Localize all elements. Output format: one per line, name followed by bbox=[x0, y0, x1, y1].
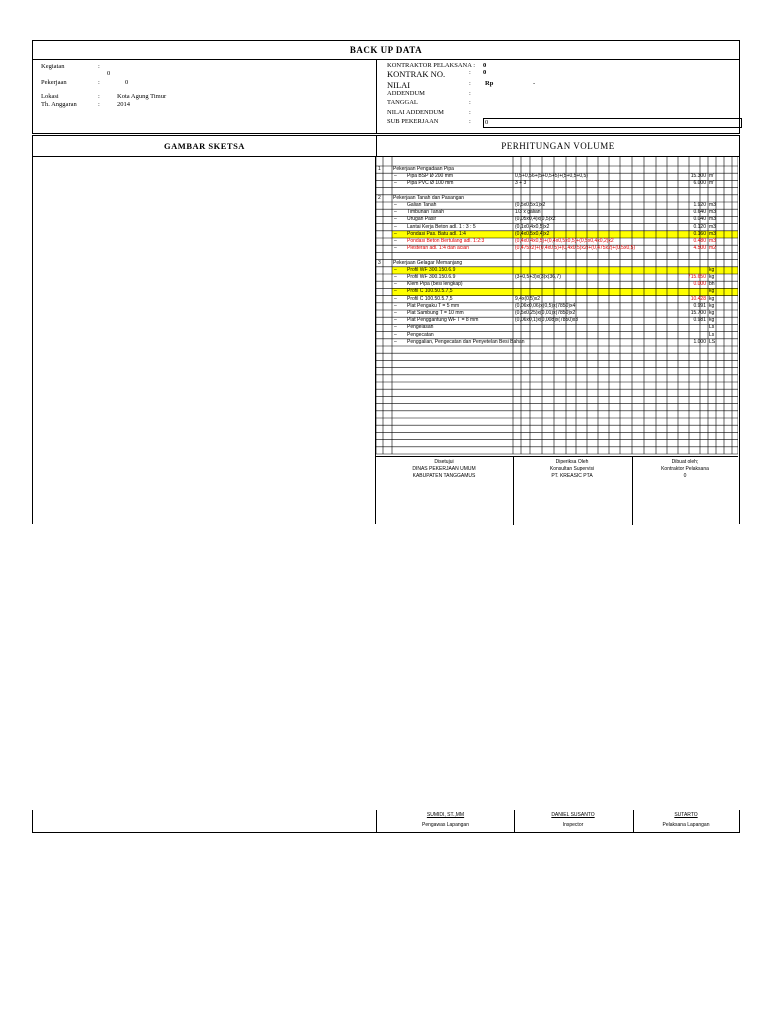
header-left bbox=[33, 59, 377, 133]
field-label: Lokasi bbox=[41, 93, 59, 100]
field-colon: : bbox=[469, 118, 471, 125]
row-unit: kg bbox=[709, 310, 715, 316]
document-title: BACK UP DATA bbox=[32, 40, 740, 60]
row-dash: – bbox=[394, 223, 397, 230]
row-unit: m3 bbox=[709, 230, 716, 237]
row-description: Pekerjaan Gelagar Memanjang bbox=[393, 259, 463, 266]
row-description: Urugan Pasir bbox=[407, 216, 437, 223]
row-value: 15.300 bbox=[690, 173, 706, 180]
row-value: 0.120 bbox=[693, 223, 706, 230]
row-unit: kg bbox=[709, 317, 715, 324]
row-description: Profil C 100.50.5.7,5 bbox=[407, 288, 453, 295]
row-dash: – bbox=[394, 324, 397, 331]
header-field bbox=[387, 62, 737, 69]
row-unit: m3 bbox=[709, 209, 716, 216]
field-value: 0 bbox=[125, 79, 129, 86]
signatory-role: Pengawas Lapangan bbox=[422, 822, 469, 828]
row-description: Profil WF 300.150.6.9 bbox=[407, 266, 456, 273]
section-sketch-title: GAMBAR SKETSA bbox=[33, 136, 377, 156]
row-value: 0.480 bbox=[693, 238, 706, 244]
field-colon: : bbox=[98, 79, 100, 86]
row-dash: – bbox=[394, 230, 397, 237]
section-volume-title: PERHITUNGAN VOLUME bbox=[501, 141, 615, 151]
row-dash: – bbox=[394, 266, 397, 273]
row-dash: – bbox=[394, 238, 397, 244]
signature-line: DINAS PEKERJAAN UMUM bbox=[412, 466, 476, 472]
row-value: 4.500 bbox=[693, 245, 706, 252]
row-description: Pipa PVC Ø 100 mm bbox=[407, 180, 454, 187]
signatory-name: SUTARTO bbox=[674, 812, 698, 818]
section-header-row bbox=[32, 135, 740, 157]
row-dash: – bbox=[394, 288, 397, 295]
signature-divider bbox=[632, 457, 633, 525]
row-description: Profil C 100.50.5.7,5 bbox=[407, 295, 453, 302]
row-unit: m2 bbox=[709, 245, 716, 252]
header-field bbox=[387, 118, 737, 125]
row-dash: – bbox=[394, 317, 397, 324]
row-formula: (3+0,5+3)x(3)x(36,7) bbox=[515, 274, 561, 280]
row-formula: 0,5+0,56+(5+0,5+5)+(5+0,5+0,5) bbox=[515, 173, 588, 180]
field-label: TANGGAL bbox=[387, 99, 418, 106]
header-field bbox=[387, 99, 737, 106]
row-dash: – bbox=[394, 302, 397, 309]
signature-line: Kontraktor Pelaksana bbox=[661, 466, 709, 472]
row-unit: Ls bbox=[709, 331, 715, 338]
row-formula: (0,475x2)+(0,4x0,5)+(0,4x0,5)x2)+(0,475x2)+(0,5x0,5) bbox=[515, 245, 636, 252]
row-description: Penggalian, Pengecatan dan Penyetelan Besi Bahan bbox=[407, 338, 525, 345]
signature-line: Konsultan Supervisi bbox=[549, 466, 595, 472]
signature-line: PT. KREASIC PTA bbox=[551, 473, 593, 479]
row-formula: 1/3 x galian bbox=[515, 209, 541, 216]
signature-line: Dibuat oleh; bbox=[671, 459, 699, 465]
row-formula: (0,06x0,1)x(0,008)x(7850)x3 bbox=[515, 317, 579, 324]
row-dash: – bbox=[394, 295, 397, 302]
signature-column bbox=[376, 459, 512, 527]
field-colon: : bbox=[98, 93, 100, 100]
signature-column bbox=[513, 459, 631, 527]
row-value: 0.000 bbox=[693, 281, 706, 288]
field-value: 0 bbox=[483, 118, 742, 128]
field-value: 0 bbox=[483, 62, 487, 69]
field-value: Kota Agung Timur bbox=[117, 93, 167, 100]
header-field bbox=[41, 101, 361, 108]
row-value: 1.920 bbox=[693, 202, 706, 208]
row-unit: m' bbox=[709, 180, 715, 187]
row-description: Pipa BSP Ø 200 mm bbox=[407, 173, 454, 180]
row-value: 15.700 bbox=[690, 310, 706, 316]
field-value: Rp bbox=[485, 80, 494, 87]
row-description: Timbunan Tanah bbox=[407, 209, 444, 216]
signatory-name: DANIEL SUSANTO bbox=[551, 812, 595, 818]
row-formula: 9,4x(0,5)x2 bbox=[515, 295, 541, 302]
row-number: 3 bbox=[378, 259, 381, 266]
header-panel bbox=[32, 59, 740, 134]
header-field bbox=[387, 109, 737, 116]
row-dash: – bbox=[394, 216, 397, 223]
row-value: 715.650 bbox=[687, 274, 706, 280]
header-field bbox=[387, 69, 737, 79]
row-description: Pengecatan bbox=[407, 331, 434, 338]
row-dash: – bbox=[394, 274, 397, 280]
row-dash: – bbox=[394, 338, 397, 345]
header-field bbox=[387, 80, 737, 90]
row-description: Pekerjaan Pengadaan Pipa bbox=[393, 166, 454, 172]
row-description: Pondasi Beton Bertulang adl. 1:2:3 bbox=[407, 238, 485, 244]
field-label: NILAI ADDENDUM bbox=[387, 109, 444, 116]
signatory-role: Pelaksana Lapangan bbox=[662, 822, 710, 828]
row-unit: m' bbox=[709, 173, 715, 180]
footer-signatory bbox=[514, 810, 632, 832]
row-description: Pondasi Pas. Batu adl. 1:4 bbox=[407, 230, 466, 237]
row-unit: m3 bbox=[709, 238, 716, 244]
field-colon: : bbox=[469, 109, 471, 116]
header-field bbox=[41, 93, 361, 100]
row-number: 1 bbox=[378, 166, 381, 172]
row-dash: – bbox=[394, 173, 397, 180]
row-dash: – bbox=[394, 202, 397, 208]
row-formula: (0,4x0,4x0,5)+(0,4x0,5x0,5)+(0,5x0,4x0,2)x2 bbox=[515, 238, 614, 244]
row-value: 0.160 bbox=[693, 230, 706, 237]
field-value: 0 bbox=[483, 69, 487, 76]
row-description: Pengelasan bbox=[407, 324, 434, 331]
footer-signatures bbox=[32, 810, 740, 833]
field-value-amount: - bbox=[533, 80, 536, 87]
header-field bbox=[387, 90, 737, 97]
field-label: KONTRAK NO. bbox=[387, 69, 446, 79]
field-label: NILAI bbox=[387, 80, 411, 90]
footer-divider bbox=[514, 810, 515, 832]
field-label: SUB PEKERJAAN bbox=[387, 118, 439, 125]
row-formula: (0,4x0,5x0,4)x2 bbox=[515, 230, 550, 237]
signature-column bbox=[632, 459, 738, 527]
signatory-role: Inspector bbox=[562, 822, 584, 828]
row-description: Lantai Kerja Beton adl. 1 : 3 : 5 bbox=[407, 223, 476, 230]
row-dash: – bbox=[394, 310, 397, 316]
row-dash: – bbox=[394, 180, 397, 187]
field-label: Kegiatan bbox=[41, 63, 65, 70]
field-label: KONTRAKTOR PELAKSANA : bbox=[387, 62, 475, 69]
row-unit: m3 bbox=[709, 216, 716, 223]
row-unit: kg bbox=[709, 295, 715, 302]
row-description: Profil WF 300.150.6.9 bbox=[407, 274, 456, 280]
signatory-name: SUMIDI, ST.,MM bbox=[426, 812, 465, 818]
row-description: Klem Pipa (besi lengkap) bbox=[407, 281, 463, 288]
row-value: 1.000 bbox=[693, 338, 706, 345]
field-colon: : bbox=[469, 69, 471, 76]
row-unit: kg bbox=[709, 266, 715, 273]
row-unit: kg bbox=[709, 302, 715, 309]
row-value: 0.991 bbox=[693, 302, 706, 309]
row-unit: kg bbox=[709, 274, 715, 280]
field-value: 0 bbox=[107, 70, 111, 77]
signature-line: Diperiksa Oleh bbox=[555, 459, 589, 465]
row-formula: (0,05x0,4)x(0,5)x2 bbox=[515, 216, 556, 223]
row-description: Pekerjaan Tanah dan Pasangan bbox=[393, 194, 465, 201]
row-unit: kg bbox=[709, 288, 715, 295]
row-description: Plat Penggantung WF T = 8 mm bbox=[407, 317, 479, 324]
row-dash: – bbox=[394, 245, 397, 252]
row-value: 0.040 bbox=[693, 216, 706, 223]
row-description: Plesteran adl. 1:4 dan acian bbox=[407, 245, 469, 252]
field-colon: : bbox=[469, 80, 471, 87]
row-formula: (0,06x0,06)x(0,5)x(7850)x4 bbox=[515, 302, 576, 309]
row-value: 0.640 bbox=[693, 209, 706, 216]
field-label: Pekerjaan bbox=[41, 79, 67, 86]
row-formula: 3 + 3 bbox=[515, 180, 527, 187]
field-colon: : bbox=[98, 101, 100, 108]
signature-line: 0 bbox=[683, 473, 687, 479]
header-right bbox=[377, 59, 739, 133]
row-value: 10.428 bbox=[690, 295, 706, 302]
row-formula: (0,5x0,25)x(0,01)x(7850)x2 bbox=[515, 310, 576, 316]
row-value: 0.981 bbox=[693, 317, 706, 324]
field-colon: : bbox=[469, 90, 471, 97]
signature-line: Disetujui bbox=[434, 459, 454, 465]
footer-divider bbox=[633, 810, 634, 832]
field-label: ADDENDUM bbox=[387, 90, 425, 97]
signature-line: KABUPATEN TANGGAMUS bbox=[412, 473, 476, 479]
row-number: 2 bbox=[378, 194, 381, 201]
row-description: Plat Sambung T = 10 mm bbox=[407, 310, 464, 316]
header-field bbox=[41, 79, 361, 86]
row-unit: m3 bbox=[709, 223, 716, 230]
row-dash: – bbox=[394, 331, 397, 338]
row-dash: – bbox=[394, 281, 397, 288]
signature-block bbox=[376, 456, 738, 525]
row-value: 6.000 bbox=[693, 180, 706, 187]
footer-signatory bbox=[377, 810, 514, 832]
footer-signatory bbox=[633, 810, 739, 832]
field-colon: : bbox=[98, 63, 100, 70]
field-label: Th. Anggaran bbox=[41, 101, 77, 108]
row-dash: – bbox=[394, 209, 397, 216]
row-description: Plat Pengaku T = 5 mm bbox=[407, 302, 460, 309]
row-unit: LS bbox=[709, 338, 716, 345]
field-value: 2014 bbox=[117, 101, 130, 108]
row-formula: (0,1x0,4x0,5)x2 bbox=[515, 223, 550, 230]
row-unit: bh bbox=[709, 281, 715, 288]
signature-divider bbox=[513, 457, 514, 525]
header-field bbox=[41, 63, 361, 77]
volume-table bbox=[376, 156, 738, 456]
field-colon: : bbox=[469, 99, 471, 106]
row-unit: Ls bbox=[709, 324, 715, 331]
row-unit: m3 bbox=[709, 202, 716, 208]
row-formula: (0,5x0,5x1)x2 bbox=[515, 202, 546, 208]
row-description: Galian Tanah bbox=[407, 202, 437, 208]
